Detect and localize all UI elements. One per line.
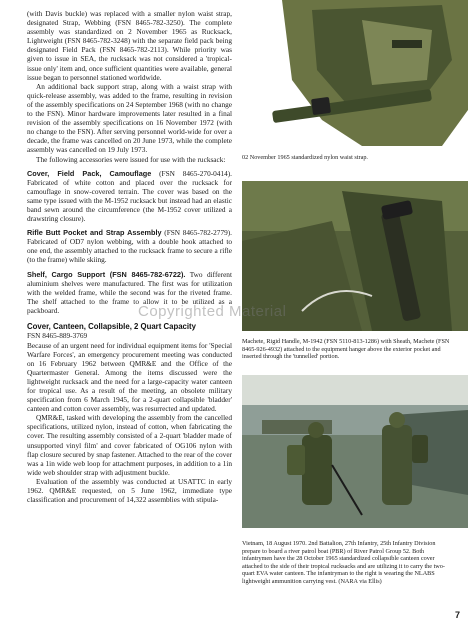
paragraph-canteen-2: QMR&E, tasked with developing the assembly from the cancelled specifications, utilized nylon, instead of cotton, when fabricating the cover. The resulting assembly consisted of a 2-quart 'bladder made of unsupported vinyl film' and cover fabricated of OG106 nylon with flap closure secured by snap fastener. Attached to the rear of the cover was a 1in wide web loop for attachment purposes, in addition to a 1in wide web shoulder strap with adjustment buckle. — [27, 413, 232, 477]
paragraph-rucksack-standardization: (with Davis buckle) was replaced with a smaller nylon waist strap, designated Strap, Webbing (FSN 8465-782-3250). The complete assembly was standardized on 2 November 1965 as Rucksack, Lightweight (FSN 8465-782-3248) with the separate field pack being designated Field Pack (FSN 8465-782-2113). While priority was given to issue in SEA, the rucksack was not considered a 'tropical-issue only' item and, once sufficient quantities were available, general issue began to personnel stationed worldwide. — [27, 9, 232, 82]
paragraph-canteen-1: Because of an urgent need for individual equipment items for 'Special Warfare Forces', an emergency procurement meeting was conducted on 16 February 1962 between QMR&E and the Office of the Quartermaster General. Among the items discussed were the lightweight rucksack and the need for a large-capacity water canteen for tropical use. As a result of the meeting, an obsolete military specification from 6 March 1945, for a 2-quart collapsible 'bladder' canteen and cotton cover assembly, was resurrected and updated. — [27, 340, 232, 414]
caption-vietnam-infantry: Vietnam, 18 August 1970. 2nd Battalion, 27th Infantry, 25th Infantry Division prepare to board a river patrol boat (PBR) of River Patrol Group 52. Both infantrymen have the 28 October 1965 standardized collapsible canteen cover attached to the side of their tropical rucksacks and are utilizing it to carry the two-quart EVA water canteen. The infantryman to the right is wearing the NLABS lightweight ammunition carrying vest. (NARA via Ellis) — [242, 540, 445, 585]
paragraph-accessories-intro: The following accessories were issued for use with the rucksack: — [36, 154, 226, 164]
photo-vietnam-infantry — [242, 375, 468, 528]
photo-waist-strap — [242, 0, 468, 146]
heading-cargo-shelf: Shelf, Cargo Support (FSN 8465-782-6722). — [27, 269, 186, 279]
heading-rifle-butt-pocket: Rifle Butt Pocket and Strap Assembly — [27, 228, 162, 238]
body-cover-field-pack: (FSN 8465-270-0414). Fabricated of white cotton and placed over the rucksack for camouflage in snow-covered terrain. The cover was based on the same type issued with the M-1952 rucksack but instead had an elastic band sewn around the circumference (the M-1952 cover utilized a drawstring closure). — [27, 168, 233, 224]
body-rifle-butt-pocket: (FSN 8465-782-2779). Fabricated of OD7 nylon webbing, with a double hook attached to one end, the assembly attached to the rucksack frame to secure a rifle (to the frame) while skiing. — [27, 228, 233, 265]
main-text-column — [27, 9, 232, 504]
canteen-fsn: FSN 8465-889-3769 — [27, 331, 88, 341]
copyright-watermark: Copyrighted Material — [138, 303, 287, 320]
body-cargo-shelf: Two different aluminium shelves were manufactured. The first was for utilization with the welded frame, while the second was for the riveted frame. The shelf attached to the frame to allow it to be utilized as a packboard. — [27, 269, 232, 315]
paragraph-rifle-butt-pocket — [27, 228, 232, 264]
page-number: 7 — [454, 610, 460, 620]
paragraph-canteen-3: Evaluation of the assembly was conducted at USATTC in early 1962. QMR&E requested, on 5 June 1962, immediate type classification and procurement of 14,322 assemblies with stipula- — [27, 476, 232, 505]
heading-cover-field-pack: Cover, Field Pack, Camouflage — [27, 168, 152, 178]
paragraph-back-support-strap: An additional back support strap, along with a waist strap with quick-release assembly, was added to the frame, resulting in revision of the assembly specifications on 24 September 1968 (with no change to the FSN). Minor hardware improvements later resulted in a final revision of the assembly specifications on 16 November 1972 (with no change to the FSN). After serving personnel world-wide for over a decade, the frame was cancelled on 20 June 1973, while the complete assembly was cancelled on 19 July 1973. — [27, 81, 232, 155]
caption-machete: Machete, Rigid Handle, M-1942 (FSN 5110-813-1286) with Sheath, Machete (FSN 8465-926-4932) attached to the equipment hanger above the exterior pocket and inserted through the 'tunnelled' portion. — [242, 338, 450, 361]
vietnam-infantry-image — [242, 375, 468, 528]
paragraph-cover-field-pack — [27, 169, 232, 224]
caption-waist-strap: 02 November 1965 standardized nylon waist strap. — [242, 154, 368, 161]
waist-strap-image — [242, 0, 468, 146]
heading-canteen-cover: Cover, Canteen, Collapsible, 2 Quart Capacity — [27, 322, 196, 331]
